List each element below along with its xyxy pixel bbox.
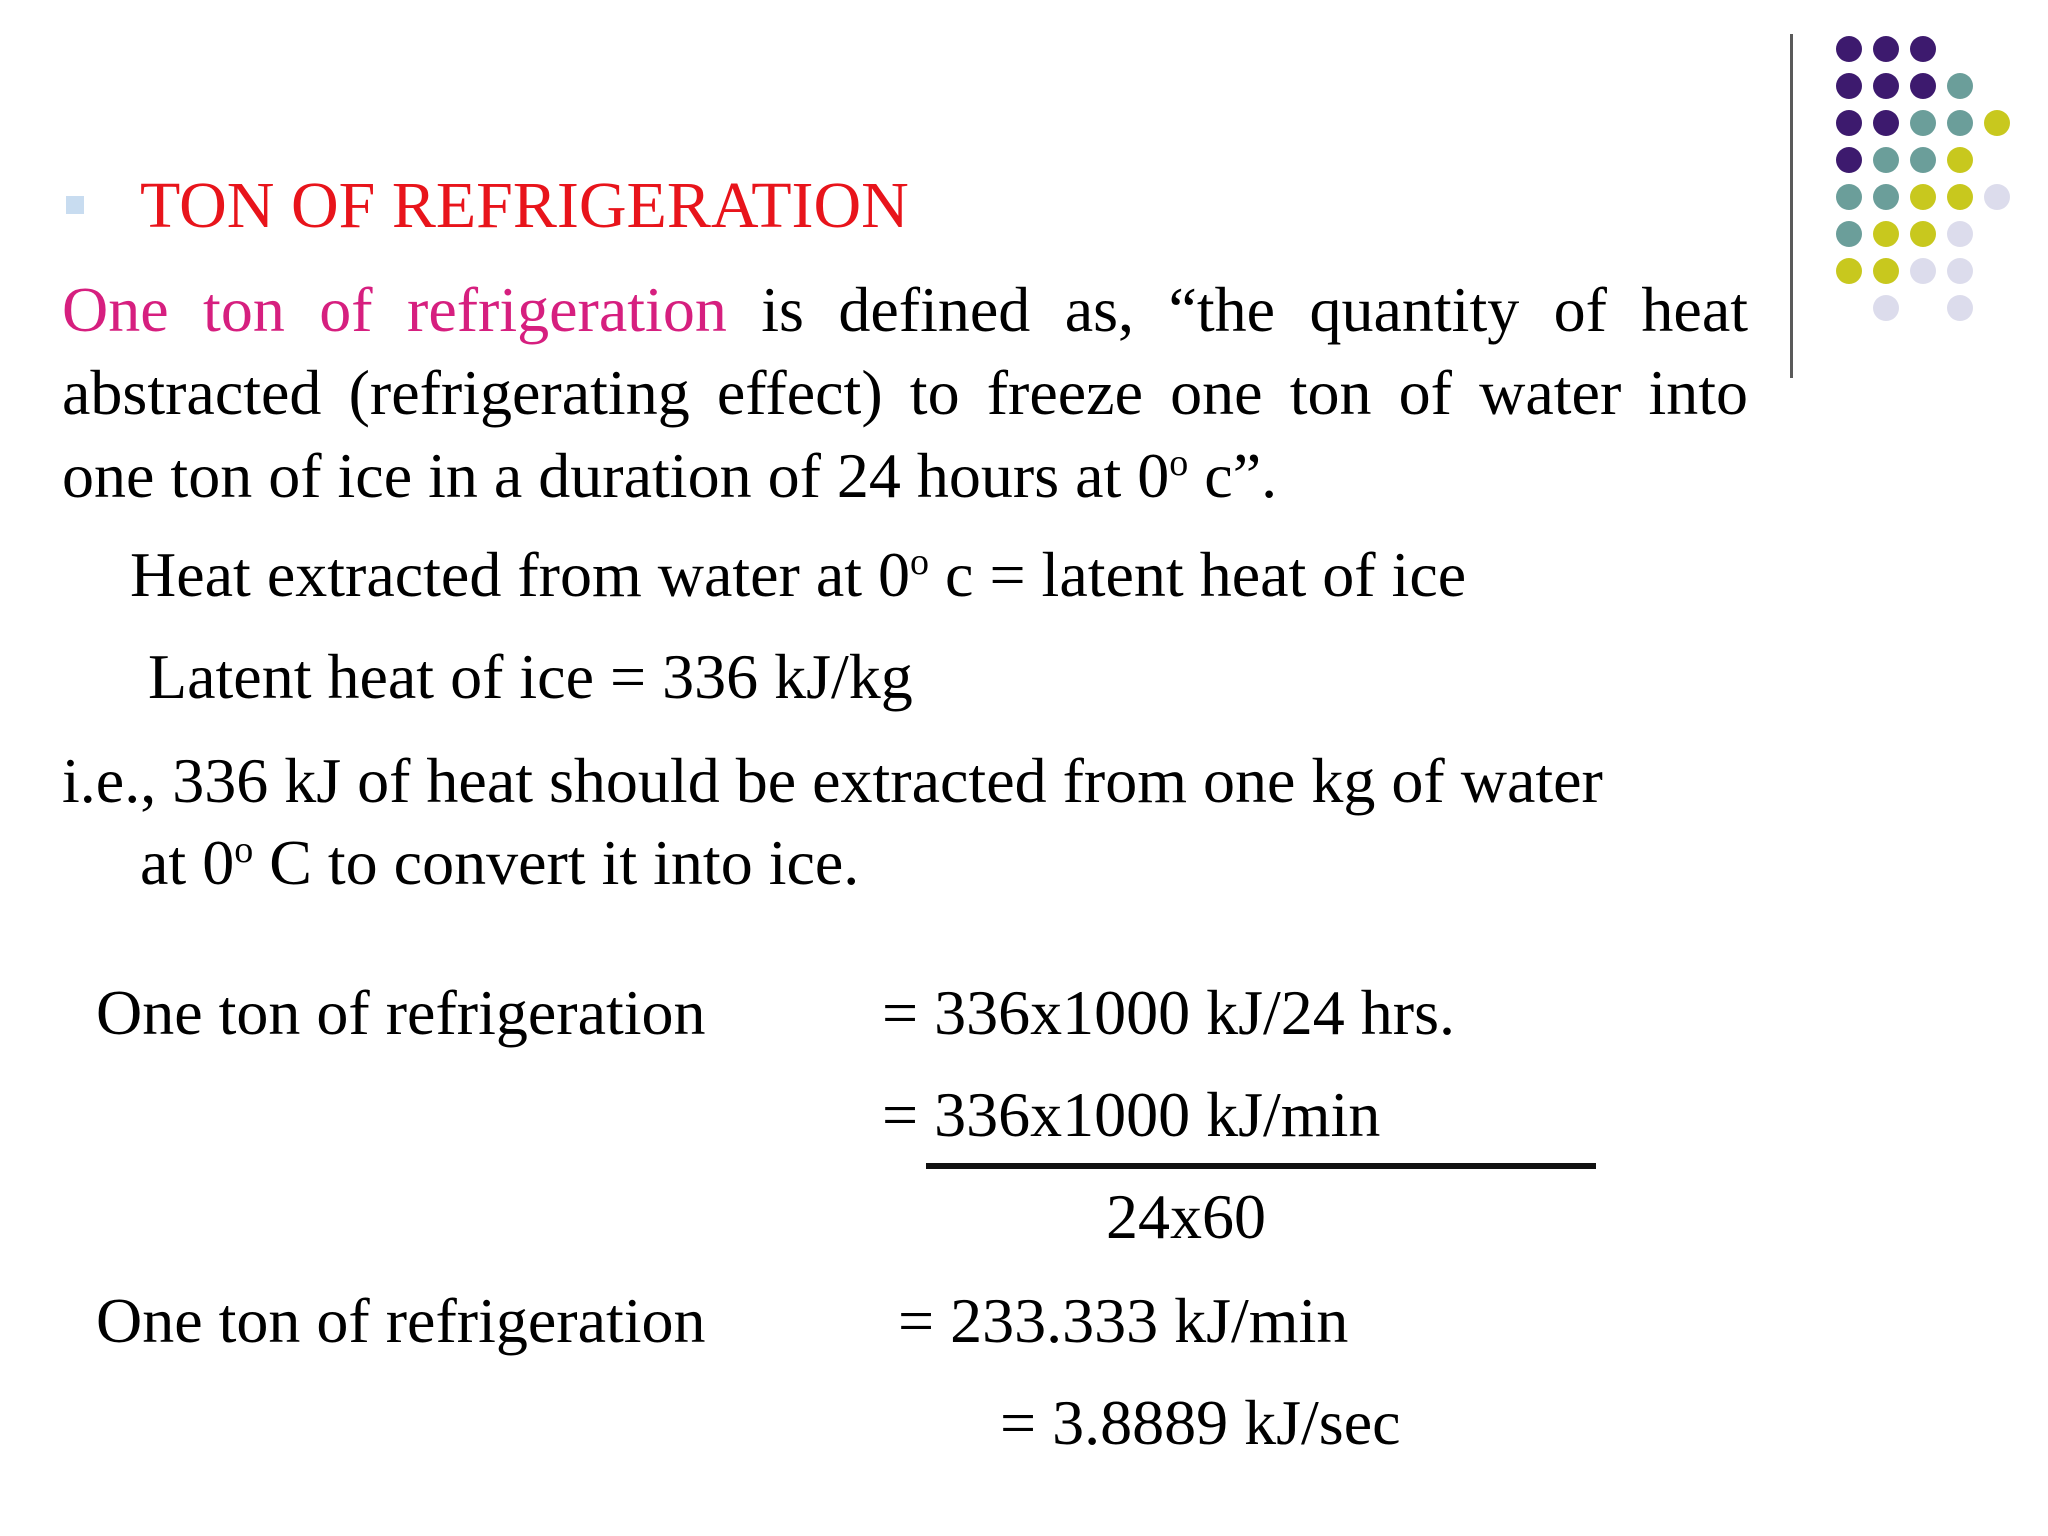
vertical-divider (1790, 34, 1793, 378)
heat-line-post: c = latent heat of ice (929, 539, 1467, 610)
decorative-dot (1947, 73, 1973, 99)
calc-denominator: 24x60 (1106, 1181, 1266, 1252)
definition-line2: abstracted (refrigerating effect) to freeze one ton of water (62, 357, 1622, 428)
decorative-dot (1910, 110, 1936, 136)
decorative-dot (1947, 147, 1973, 173)
decorative-dot (1910, 73, 1936, 99)
decorative-dot (1873, 258, 1899, 284)
calc-value-3: = 233.333 kJ/min (898, 1285, 1349, 1356)
calc-value-4: = 3.8889 kJ/sec (1000, 1387, 1401, 1458)
decorative-dot (1947, 258, 1973, 284)
decorative-dot (1947, 295, 1973, 321)
slide-title: TON OF REFRIGERATION (140, 169, 909, 242)
ie-line1: i.e., 336 kJ of heat should be extracted from one kg of water (62, 745, 1603, 816)
degree-superscript: o (910, 541, 930, 583)
ie-line2-post: C to convert it into ice. (253, 827, 860, 898)
heat-extracted-line (130, 538, 1466, 612)
decorative-dot (1910, 184, 1936, 210)
definition-line3-post: c”. (1188, 440, 1278, 511)
decorative-dot (1836, 110, 1862, 136)
decorative-dot (1836, 73, 1862, 99)
definition-term: One ton of refrigeration (62, 274, 727, 345)
definition-line1-rest: is defined as, “the quantity of heat (726, 274, 1749, 345)
bullet-icon (66, 196, 84, 214)
calc-label-1: One ton of refrigeration (96, 977, 706, 1048)
decorative-dot (1910, 147, 1936, 173)
decorative-dot (1910, 221, 1936, 247)
decorative-dot (1836, 258, 1862, 284)
heat-line-pre: Heat extracted from water at 0 (130, 539, 911, 610)
decorative-dot (1873, 36, 1899, 62)
decorative-dot (1984, 110, 2010, 136)
calc-label-2: One ton of refrigeration (96, 1285, 706, 1356)
degree-superscript: o (234, 829, 254, 871)
ie-line2 (140, 826, 859, 900)
definition-line3-pre: into one ton of ice in a duration of 24 hours at 0 (62, 357, 1749, 511)
definition-paragraph (62, 268, 1748, 517)
decorative-dot (1873, 147, 1899, 173)
decorative-dot (1836, 36, 1862, 62)
calc-value-2: = 336x1000 kJ/min (882, 1079, 1381, 1150)
decorative-dot (1947, 221, 1973, 247)
ie-line2-pre: at 0 (140, 827, 235, 898)
latent-heat-line: Latent heat of ice = 336 kJ/kg (148, 641, 913, 712)
decorative-dot (1910, 258, 1936, 284)
decorative-dot (1836, 147, 1862, 173)
decorative-dot (1873, 184, 1899, 210)
decorative-dot (1947, 110, 1973, 136)
decorative-dot (1873, 295, 1899, 321)
decorative-dot (1873, 221, 1899, 247)
degree-superscript: o (1169, 442, 1189, 484)
decorative-dot (1910, 36, 1936, 62)
fraction-bar (926, 1163, 1596, 1169)
calc-value-1: = 336x1000 kJ/24 hrs. (882, 977, 1455, 1048)
decorative-dot (1836, 221, 1862, 247)
decorative-dot (1836, 184, 1862, 210)
decorative-dot (1984, 184, 2010, 210)
decorative-dot (1873, 110, 1899, 136)
decorative-dot (1873, 73, 1899, 99)
decorative-dot (1947, 184, 1973, 210)
